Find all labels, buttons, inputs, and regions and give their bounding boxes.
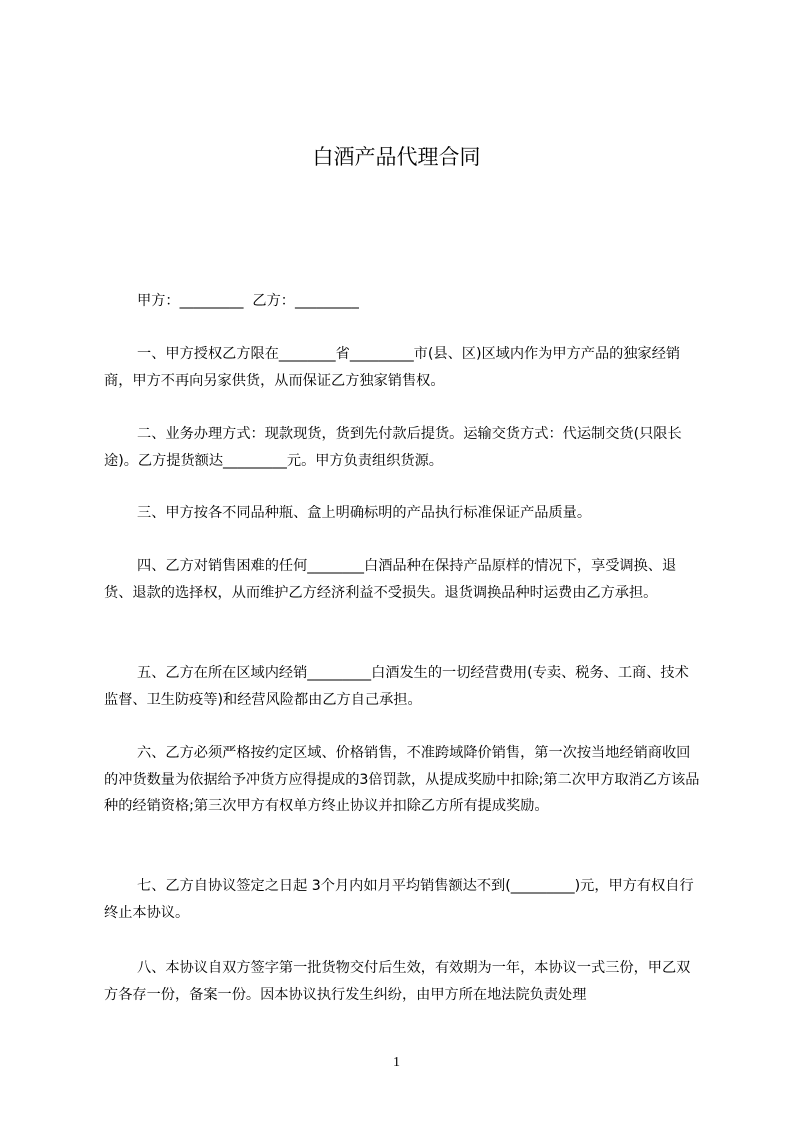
- clause-4: 四、乙方对销售困难的任何________白酒品种在保持产品原样的情况下，享受调换、退货、退款的选择权，从而维护乙方经济利益不受损失。退货调换品种时运费由乙方承担。: [104, 558, 677, 601]
- clause-6: 六、乙方必须严格按约定区域、价格销售，不准跨域降价销售，第一次按当地经销商收回的冲货数量为依据给予冲货方应得提成的3倍罚款，从提成奖励中扣除;第二次甲方取消乙方该品种的经销资格;第三次甲方有权单方终止协议并扣除乙方所有提成奖励。: [104, 745, 700, 814]
- page-number: 1: [393, 1055, 400, 1070]
- clause-5: 五、乙方在所在区域内经销_________白酒发生的一切经营费用(专卖、税务、工商、技术监督、卫生防疫等)和经营风险都由乙方自己承担。: [104, 665, 689, 708]
- clause-1: 一、甲方授权乙方限在________省_________市(县、区)区域内作为甲方产品的独家经销商，甲方不再向另家供货，从而保证乙方独家销售权。: [104, 346, 681, 389]
- clause-7: 七、乙方自协议签定之日起 3个月内如月平均销售额达不到(_________)元，甲方有权自行终止本协议。: [104, 878, 694, 921]
- document-title: 白酒产品代理合同: [312, 145, 481, 169]
- clause-2: 二、业务办理方式：现款现货，货到先付款后提货。运输交货方式：代运制交货(只限长途)。乙方提货额达_________元。甲方负责组织货源。: [104, 426, 682, 469]
- clause-8: 八、本协议自双方签字第一批货物交付后生效，有效期为一年，本协议一式三份，甲乙双方各存一份，备案一份。因本协议执行发生纠纷，由甲方所在地法院负责处理: [104, 960, 691, 1003]
- clause-3: 三、甲方按各不同品种瓶、盒上明确标明的产品执行标准保证产品质量。: [137, 505, 592, 521]
- parties-line: 甲方：_________ 乙方：_________: [137, 293, 359, 309]
